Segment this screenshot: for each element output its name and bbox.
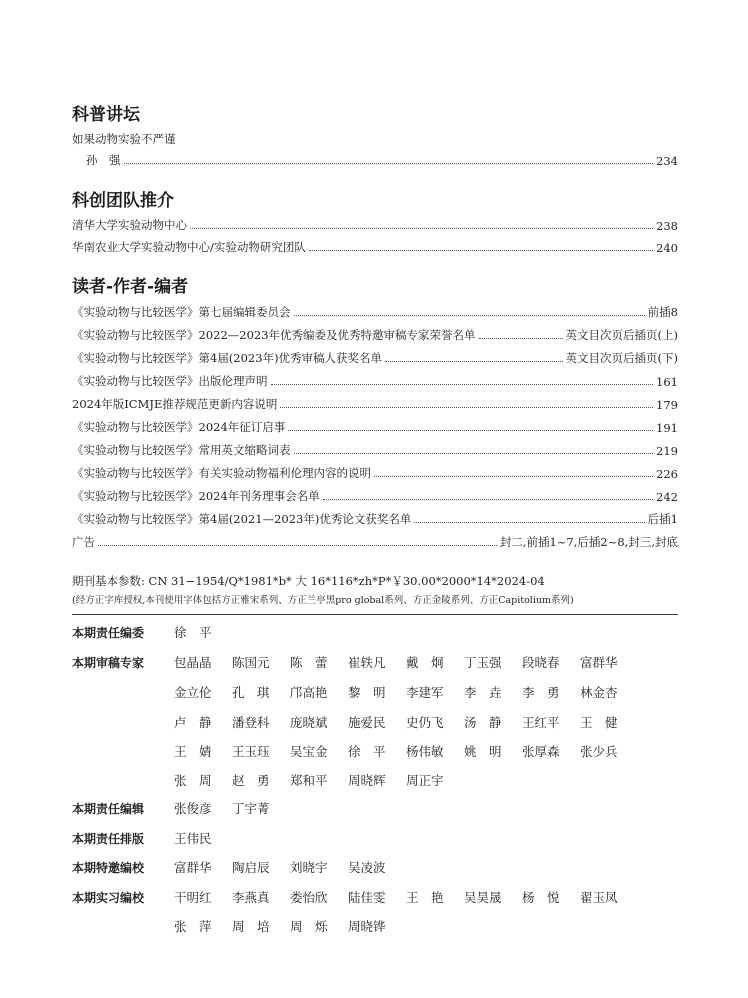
person-name: 张少兵 [580,744,618,759]
toc-entry-title: 清华大学实验动物中心 [72,218,187,232]
toc-entry[interactable] [72,215,678,233]
toc-entry[interactable] [72,302,678,320]
role-names [174,653,638,671]
toc-entry[interactable] [72,486,678,504]
person-name: 张 萍 [174,919,212,934]
toc-entry-title: 《实验动物与比较医学》有关实验动物福利伦理内容的说明 [72,466,371,480]
role-label: 本期责任排版 [72,832,145,846]
person-name: 汤 静 [464,715,502,730]
leader-dots [479,338,563,339]
toc-entry-page: 179 [656,398,678,412]
toc-entry-page: 238 [656,219,678,233]
person-name: 杨伟敏 [406,744,444,759]
leader-dots [294,453,654,454]
toc-entry-page: 英文目次页后插页(上) [565,328,678,342]
role-label: 本期特邀编校 [72,861,145,875]
toc-entry[interactable] [72,371,678,389]
person-name: 李燕真 [232,890,270,905]
toc-entry-title: 《实验动物与比较医学》第4届(2023年)优秀审稿人获奖名单 [72,351,383,365]
person-name: 陆佳雯 [348,890,386,905]
person-name: 陶启辰 [232,860,270,875]
person-name: 翟玉凤 [580,890,618,905]
person-name: 潘登科 [232,715,270,730]
leader-dots [124,163,654,164]
leader-dots [323,499,653,500]
toc-entry[interactable] [72,394,678,412]
person-name: 戴 炯 [406,655,444,670]
leader-dots [294,315,645,316]
toc-entry-title: 华南农业大学实验动物中心/实验动物研究团队 [72,240,306,254]
toc-entry-title: 2024年版ICMJE推荐规范更新内容说明 [72,397,278,411]
person-name: 段晓春 [522,655,560,670]
person-name: 富群华 [174,860,212,875]
person-name: 周晓辉 [348,773,386,788]
toc-entry-page: 前插8 [647,305,678,319]
role-label: 本期审稿专家 [72,656,145,670]
section-title-kepu: 科普讲坛 [72,105,140,125]
person-name: 周 培 [232,919,270,934]
person-name: 富群华 [580,655,618,670]
person-name: 周 烁 [290,919,328,934]
person-name: 吴昊晟 [464,890,502,905]
person-name: 卢 静 [174,715,212,730]
person-name: 陈 蕾 [290,655,328,670]
person-name: 王伟民 [174,831,212,846]
toc-entry-page: 242 [656,490,678,504]
toc-entry-title: 《实验动物与比较医学》第七届编辑委员会 [72,305,291,319]
role-label: 本期责任编委 [72,626,145,640]
role-names [174,742,638,760]
person-name: 郑和平 [290,773,328,788]
toc-entry-author: 孙 强 [86,153,121,167]
person-name: 王玉珏 [232,744,270,759]
person-name: 丁玉强 [464,655,502,670]
role-label: 本期责任编辑 [72,802,145,816]
font-license-note: (经方正字库授权,本刊使用字体包括方正雅宋系列、方正兰亭黑pro global系列、方正金陵系列、方正Capitolium系列) [72,595,574,606]
article-title: 如果动物实验不严谨 [72,132,176,146]
toc-entry-title: 《实验动物与比较医学》常用英文缩略词表 [72,443,291,457]
leader-dots [385,361,562,362]
divider [72,614,678,615]
toc-entry-title: 广告 [72,535,95,549]
person-name: 娄怡欣 [290,890,328,905]
leader-dots [98,545,497,546]
person-name: 金立伦 [174,685,212,700]
toc-entry[interactable] [72,463,678,481]
person-name: 干明红 [174,890,212,905]
person-name: 丁宇菁 [232,801,270,816]
section-title-duzhe: 读者-作者-编者 [72,277,189,297]
role-names [174,683,638,701]
person-name: 周晓铧 [348,919,386,934]
toc-entry[interactable] [72,440,678,458]
toc-entry[interactable] [72,348,678,366]
toc-entry-page: 191 [656,421,678,435]
person-name: 王红平 [522,715,560,730]
toc-entry-page: 161 [656,375,678,389]
toc-entry-title: 《实验动物与比较医学》出版伦理声明 [72,374,268,388]
toc-entry-page: 英文目次页后插页(下) [565,351,678,365]
toc-entry-page: 226 [656,467,678,481]
role-names [174,771,464,789]
role-names [174,917,406,935]
person-name: 庞晓斌 [290,715,328,730]
toc-entry[interactable] [72,509,678,527]
journal-parameters: 期刊基本参数: CN 31−1954/Q*1981*b* 大 16*116*zh*P*￥30.00*2000*14*2024-04 [72,574,545,588]
person-name: 张俊彦 [174,801,212,816]
toc-entry-page: 封二,前插1~7,后插2~8,封三,封底 [499,535,678,549]
toc-entry[interactable] [72,532,678,550]
leader-dots [280,407,653,408]
person-name: 周正宇 [406,773,444,788]
person-name: 王 婧 [174,744,212,759]
person-name: 包晶晶 [174,655,212,670]
toc-entry[interactable] [72,237,678,255]
leader-dots [414,522,644,523]
toc-entry-page: 后插1 [647,512,678,526]
person-name: 张厚森 [522,744,560,759]
toc-entry-title: 《实验动物与比较医学》2024年刊务理事会名单 [72,489,320,503]
person-name: 张 周 [174,773,212,788]
toc-entry-page: 234 [656,154,678,168]
leader-dots [288,430,653,431]
person-name: 施爱民 [348,715,386,730]
toc-entry[interactable] [72,325,678,343]
leader-dots [374,476,653,477]
role-names [174,858,406,876]
person-name: 姚 明 [464,744,502,759]
role-names [174,713,638,731]
toc-entry[interactable] [86,150,678,168]
person-name: 杨 悦 [522,890,560,905]
role-names [174,799,290,817]
person-name: 吴宝金 [290,744,328,759]
person-name: 徐 平 [174,625,212,640]
person-name: 林金杏 [580,685,618,700]
person-name: 赵 勇 [232,773,270,788]
toc-entry-page: 240 [656,241,678,255]
leader-dots [190,228,653,229]
person-name: 邝高艳 [290,685,328,700]
person-name: 陈国元 [232,655,270,670]
person-name: 刘晓宇 [290,860,328,875]
toc-entry-page: 219 [656,444,678,458]
person-name: 李 勇 [522,685,560,700]
role-names [174,623,232,641]
role-names [174,888,638,906]
toc-entry[interactable] [72,417,678,435]
person-name: 徐 平 [348,744,386,759]
person-name: 王 健 [580,715,618,730]
person-name: 崔轶凡 [348,655,386,670]
person-name: 孔 琪 [232,685,270,700]
leader-dots [271,384,654,385]
person-name: 黎 明 [348,685,386,700]
person-name: 史仍飞 [406,715,444,730]
role-label: 本期实习编校 [72,891,145,905]
person-name: 吴凌波 [348,860,386,875]
toc-entry-title: 《实验动物与比较医学》第4届(2021—2023年)优秀论文获奖名单 [72,512,412,526]
toc-entry-title: 《实验动物与比较医学》2024年征订启事 [72,420,286,434]
leader-dots [309,250,653,251]
role-names [174,829,232,847]
toc-entry-title: 《实验动物与比较医学》2022—2023年优秀编委及优秀特邀审稿专家荣誉名单 [72,328,476,342]
person-name: 李建军 [406,685,444,700]
person-name: 王 艳 [406,890,444,905]
section-title-kechuang: 科创团队推介 [72,191,174,211]
person-name: 李 垚 [464,685,502,700]
